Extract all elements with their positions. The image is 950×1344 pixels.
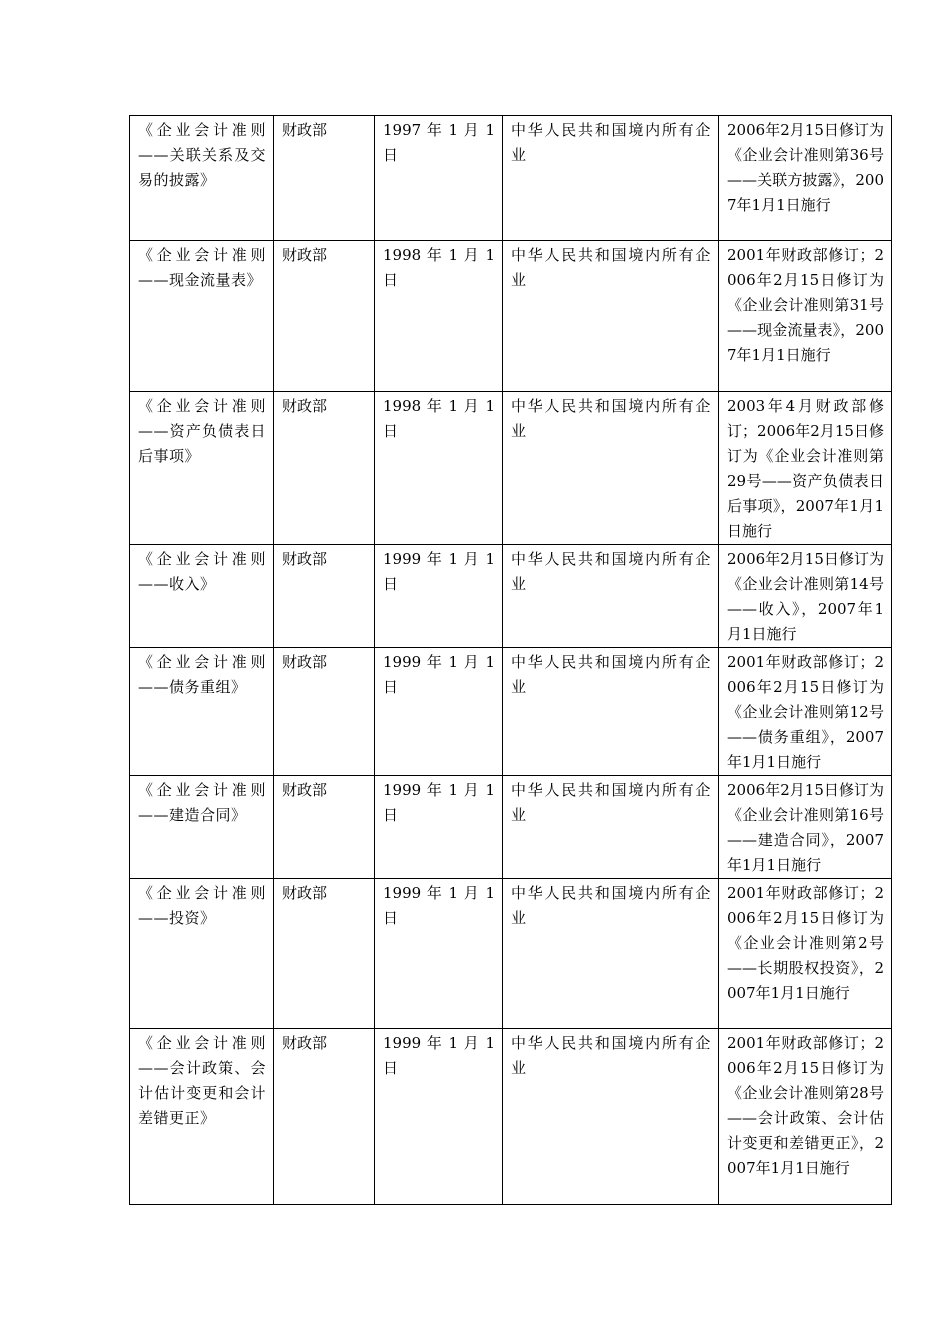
issuer-cell: 财政部 <box>274 241 375 392</box>
scope-cell: 中华人民共和国境内所有企业 <box>503 241 719 392</box>
revision-note-cell: 2003年4月财政部修订；2006年2月15日修订为《企业会计准则第29号——资产负债表日后事项》，2007年1月1日施行 <box>719 392 892 545</box>
effective-date-cell: 1999 年 1 月 1 日 <box>375 545 503 648</box>
scope-cell: 中华人民共和国境内所有企业 <box>503 648 719 776</box>
standard-name-cell: 《企业会计准则——投资》 <box>130 879 274 1029</box>
effective-date-cell: 1999 年 1 月 1 日 <box>375 648 503 776</box>
revision-note-cell: 2006年2月15日修订为《企业会计准则第16号——建造合同》，2007年1月1日施行 <box>719 776 892 879</box>
table-row <box>130 648 892 776</box>
table-row <box>130 392 892 545</box>
revision-note-cell: 2001年财政部修订；2006年2月15日修订为《企业会计准则第12号——债务重组》，2007年1月1日施行 <box>719 648 892 776</box>
table-row <box>130 776 892 879</box>
issuer-cell: 财政部 <box>274 392 375 545</box>
effective-date-cell: 1998 年 1 月 1 日 <box>375 241 503 392</box>
standard-name-cell: 《企业会计准则——建造合同》 <box>130 776 274 879</box>
table-row <box>130 545 892 648</box>
scope-cell: 中华人民共和国境内所有企业 <box>503 776 719 879</box>
standards-table <box>129 115 892 1205</box>
issuer-cell: 财政部 <box>274 776 375 879</box>
scope-cell: 中华人民共和国境内所有企业 <box>503 392 719 545</box>
standard-name-cell: 《企业会计准则——现金流量表》 <box>130 241 274 392</box>
table-row <box>130 879 892 1029</box>
issuer-cell: 财政部 <box>274 1029 375 1205</box>
effective-date-cell: 1998 年 1 月 1 日 <box>375 392 503 545</box>
issuer-cell: 财政部 <box>274 545 375 648</box>
effective-date-cell: 1999 年 1 月 1 日 <box>375 879 503 1029</box>
revision-note-cell: 2001年财政部修订；2006年2月15日修订为《企业会计准则第2号——长期股权投资》，2007年1月1日施行 <box>719 879 892 1029</box>
standard-name-cell: 《企业会计准则——资产负债表日后事项》 <box>130 392 274 545</box>
table-row <box>130 241 892 392</box>
revision-note-cell: 2001年财政部修订；2006年2月15日修订为《企业会计准则第28号——会计政策、会计估计变更和差错更正》，2007年1月1日施行 <box>719 1029 892 1205</box>
scope-cell: 中华人民共和国境内所有企业 <box>503 879 719 1029</box>
scope-cell: 中华人民共和国境内所有企业 <box>503 116 719 241</box>
standard-name-cell: 《企业会计准则——收入》 <box>130 545 274 648</box>
effective-date-cell: 1999 年 1 月 1 日 <box>375 1029 503 1205</box>
effective-date-cell: 1997 年 1 月 1 日 <box>375 116 503 241</box>
scope-cell: 中华人民共和国境内所有企业 <box>503 545 719 648</box>
revision-note-cell: 2001年财政部修订；2006年2月15日修订为《企业会计准则第31号——现金流量表》，2007年1月1日施行 <box>719 241 892 392</box>
effective-date-cell: 1999 年 1 月 1 日 <box>375 776 503 879</box>
standard-name-cell: 《企业会计准则——关联关系及交易的披露》 <box>130 116 274 241</box>
revision-note-cell: 2006年2月15日修订为《企业会计准则第36号——关联方披露》，2007年1月1日施行 <box>719 116 892 241</box>
standard-name-cell: 《企业会计准则——会计政策、会计估计变更和会计差错更正》 <box>130 1029 274 1205</box>
standard-name-cell: 《企业会计准则——债务重组》 <box>130 648 274 776</box>
scope-cell: 中华人民共和国境内所有企业 <box>503 1029 719 1205</box>
revision-note-cell: 2006年2月15日修订为《企业会计准则第14号——收入》，2007年1月1日施行 <box>719 545 892 648</box>
issuer-cell: 财政部 <box>274 116 375 241</box>
issuer-cell: 财政部 <box>274 648 375 776</box>
table-row <box>130 116 892 241</box>
issuer-cell: 财政部 <box>274 879 375 1029</box>
table-row <box>130 1029 892 1205</box>
